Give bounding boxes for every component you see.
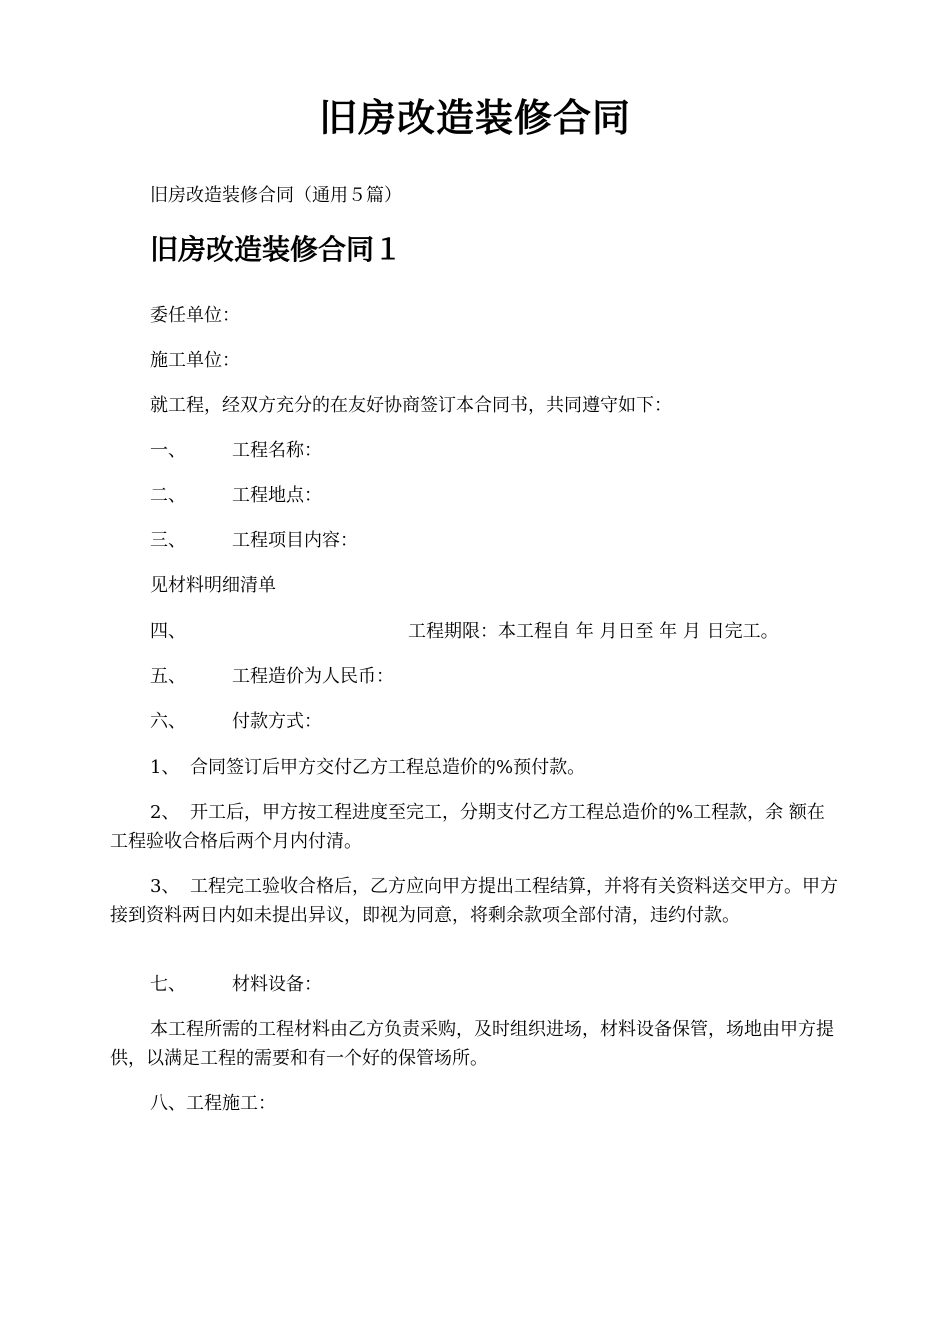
payment-number: 2、 [150,802,180,823]
clause-text: 工程项目内容： [232,530,358,551]
payment-term [110,872,842,930]
clause-number: 三、 [150,530,186,551]
materials-paragraph: 本工程所需的工程材料由乙方负责采购，及时组织进场，材料设备保管，场地由甲方提供，以满足工程的需要和有一个好的保管场所。 [110,1019,834,1069]
clause-text: 材料设备： [232,974,322,995]
clause-number: 二、 [150,485,186,506]
material-list-note: 见材料明细清单 [150,575,276,596]
payment-term [110,798,842,856]
clause-text: 工程造价为人民币： [232,666,394,687]
clause-text: 工程地点： [232,485,322,506]
clause-number: 一、 [150,440,186,461]
clause-item [150,527,358,555]
clause-number: 五、 [150,666,186,687]
payment-number: 1、 [150,757,180,778]
clause-item [150,482,322,510]
intro-text: 就工程，经双方充分的在友好协商签订本合同书，共同遵守如下： [150,395,672,416]
client-label: 委任单位： [150,305,240,326]
clause-number: 六、 [150,711,186,732]
contractor-label: 施工单位： [150,350,240,371]
clause-item [150,971,322,999]
clause-heading-construction: 八、工程施工： [150,1093,276,1114]
section-heading: 旧房改造装修合同１ [150,233,403,266]
document-subtitle: 旧房改造装修合同（通用５篇） [150,185,402,206]
payment-number: 3、 [150,876,180,897]
payment-text: 工程完工验收合格后，乙方应向甲方提出工程结算，并将有关资料送交甲方。甲方接到资料两日内如未提出异议，即视为同意，将剩余款项全部付清，违约付款。 [110,876,838,926]
payment-term [110,753,842,782]
clause-item [150,618,779,646]
clause-item [150,437,322,465]
payment-text: 合同签订后甲方交付乙方工程总造价的%预付款。 [190,757,586,778]
clause-text: 工程期限：本工程自 年 月日至 年 月 日完工。 [408,621,779,642]
clause-item [150,708,322,736]
clause-item [150,663,394,691]
clause-text: 付款方式： [232,711,322,732]
payment-text: 开工后，甲方按工程进度至完工，分期支付乙方工程总造价的%工程款，余 额在工程验收合格后两个月内付清。 [110,802,825,852]
document-title: 旧房改造装修合同 [318,95,631,140]
clause-number: 七、 [150,974,186,995]
clause-number: 四、 [150,621,186,642]
clause-text: 工程名称： [232,440,322,461]
